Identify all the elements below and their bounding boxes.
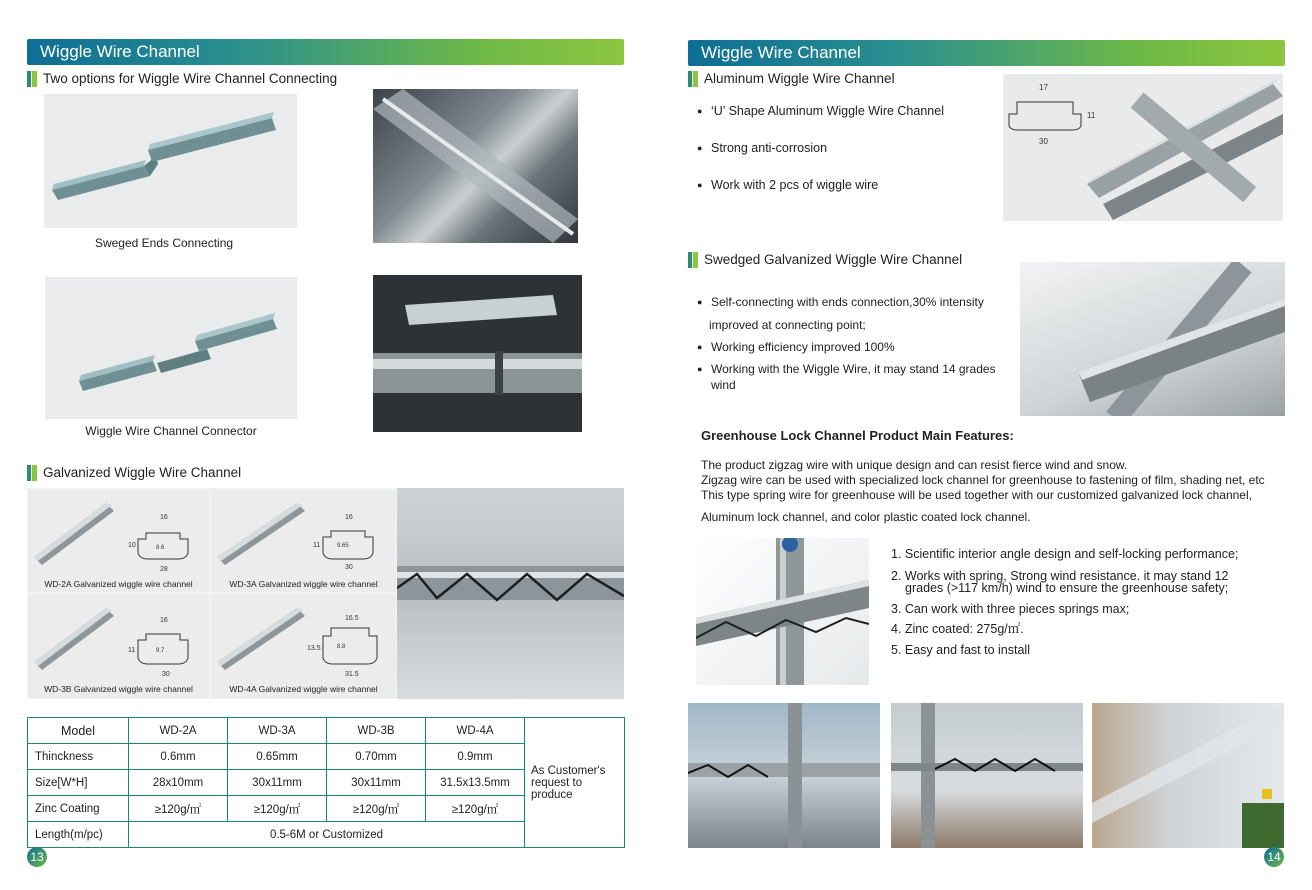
table-cell: ≥120g/㎡ (327, 796, 426, 822)
swedged-channel-photo (1020, 262, 1285, 416)
profile-3b-height: 11 (128, 647, 136, 654)
profile-4a-height: 13.5 (307, 645, 321, 652)
table-cell: ≥120g/㎡ (228, 796, 327, 822)
profile-4a-width: 16.5 (345, 615, 359, 622)
spec-table (27, 717, 625, 848)
table-header-row (28, 718, 625, 744)
connector-photo (373, 275, 582, 432)
table-cell: 30x11mm (228, 770, 327, 796)
table-cell: 0.70mm (327, 744, 426, 770)
profile-3b-caption: WD-3B Galvanized wiggle wire channel (44, 684, 193, 694)
lock-channel-photo (696, 538, 869, 685)
alu-bullet: ● Work with 2 pcs of wiggle wire (697, 177, 987, 193)
swedged-bullet-continuation: improved at connecting point; (709, 318, 866, 332)
profile-2a-depth: 8.6 (156, 545, 165, 551)
table-header-cell: WD-3B (327, 718, 426, 744)
profile-3a-depth: 9.65 (337, 543, 349, 549)
profile-3a-base: 30 (345, 564, 353, 571)
table-cell: 0.65mm (228, 744, 327, 770)
table-header-cell: WD-4A (426, 718, 525, 744)
caption-sweged-ends: Sweged Ends Connecting (94, 236, 234, 250)
swedged-bullet: ● Working efficiency improved 100% (697, 339, 1017, 355)
swedged-bullet: ● Self-connecting with ends connection,30% intensity (697, 294, 1017, 310)
alu-dim-side: 11 (1087, 111, 1096, 120)
feature-item: 1. Scientific interior angle design and self-locking performance; (891, 547, 1239, 561)
right-section-swedged: Swedged Galvanized Wiggle Wire Channel (688, 252, 1008, 268)
channel-joint-photo (373, 89, 578, 243)
profile-4a-depth: 8.8 (337, 644, 346, 650)
feature-item-continuation: grades (>117 km/h) wind to ensure the greenhouse safety; (905, 581, 1229, 595)
swedged-bullet: ● Working with the Wiggle Wire, it may stand 14 grades wind (697, 361, 1019, 393)
left-section-connecting: Two options for Wiggle Wire Channel Connecting (27, 71, 427, 87)
greenhouse-photo-1 (688, 703, 880, 848)
profile-wd-2a (28, 489, 209, 592)
right-banner-title: Wiggle Wire Channel (701, 43, 861, 62)
greenhouse-photo-3 (1092, 703, 1284, 848)
left-banner-title: Wiggle Wire Channel (40, 42, 200, 61)
profile-3b-width: 16 (160, 617, 168, 624)
table-cell: Length(m/pc) (28, 822, 129, 848)
table-cell: 31.5x13.5mm (426, 770, 525, 796)
features-line: Zigzag wire can be used with specialized lock channel for greenhouse to fastening of film, shading net, etc (701, 473, 1265, 487)
profile-3a-height: 11 (313, 542, 321, 549)
alu-dim-bottom: 30 (1039, 137, 1048, 146)
table-cell: 0.5-6M or Customized (129, 822, 525, 848)
profile-3a-caption: WD-3A Galvanized wiggle wire channel (229, 579, 378, 589)
features-line: The product zigzag wire with unique design and can resist fierce wind and snow. (701, 458, 1128, 472)
table-cell: Zinc Coating (28, 796, 129, 822)
page-number-left: 13 (27, 847, 47, 867)
table-cell: 28x10mm (129, 770, 228, 796)
table-cell: ≥120g/㎡ (129, 796, 228, 822)
table-cell: 30x11mm (327, 770, 426, 796)
greenhouse-photo-2 (891, 703, 1083, 848)
features-line: Aluminum lock channel, and color plastic coated lock channel. (701, 510, 1031, 524)
profile-4a-base: 31.5 (345, 671, 359, 678)
profile-3b-depth: 9.7 (156, 648, 165, 654)
alu-bullet: ● ‘U’ Shape Aluminum Wiggle Wire Channel (697, 103, 987, 119)
table-note-cell: As Customer's request to produce (525, 718, 625, 848)
table-cell: 0.9mm (426, 744, 525, 770)
aluminum-channel-image (1003, 74, 1283, 221)
profile-3a-width: 16 (345, 514, 353, 521)
left-banner (27, 39, 624, 65)
profile-2a-base: 28 (160, 566, 168, 573)
profile-2a-height: 10 (128, 542, 136, 549)
feature-item: 5. Easy and fast to install (891, 643, 1030, 657)
alu-dim-top: 17 (1039, 83, 1048, 92)
table-cell: Thinckness (28, 744, 129, 770)
sweged-ends-image (44, 94, 297, 228)
table-header-cell: Model (28, 718, 129, 744)
table-cell: Size[W*H] (28, 770, 129, 796)
profile-2a-caption: WD-2A Galvanized wiggle wire channel (44, 579, 193, 589)
profile-wd-4a (211, 594, 396, 698)
right-section-aluminum: Aluminum Wiggle Wire Channel (688, 71, 988, 87)
table-header-cell: WD-2A (129, 718, 228, 744)
left-section-galvanized: Galvanized Wiggle Wire Channel (27, 465, 427, 481)
profile-grid (27, 488, 397, 699)
installed-wiggle-wire-photo (397, 488, 624, 699)
profile-2a-width: 16 (160, 514, 168, 521)
profile-4a-caption: WD-4A Galvanized wiggle wire channel (229, 684, 378, 694)
alu-bullet: ● Strong anti-corrosion (697, 140, 987, 156)
features-title: Greenhouse Lock Channel Product Main Features: (701, 428, 1014, 443)
page-number-right: 14 (1264, 847, 1284, 867)
table-cell: ≥120g/㎡ (426, 796, 525, 822)
profile-wd-3a (211, 489, 396, 592)
right-banner (688, 40, 1285, 66)
table-header-cell: WD-3A (228, 718, 327, 744)
caption-connector: Wiggle Wire Channel Connector (85, 424, 257, 438)
features-line: This type spring wire for greenhouse will be used together with our customized galvanized lock channel, (701, 488, 1252, 502)
profile-3b-base: 30 (162, 671, 170, 678)
feature-item: 2. Works with spring, Strong wind resistance. it may stand 12 (891, 569, 1229, 583)
feature-item: 4. Zinc coated: 275g/㎡. (891, 622, 1024, 636)
connector-image (45, 277, 297, 419)
feature-item: 3. Can work with three pieces springs max; (891, 602, 1130, 616)
table-cell: 0.6mm (129, 744, 228, 770)
profile-wd-3b (28, 594, 209, 698)
